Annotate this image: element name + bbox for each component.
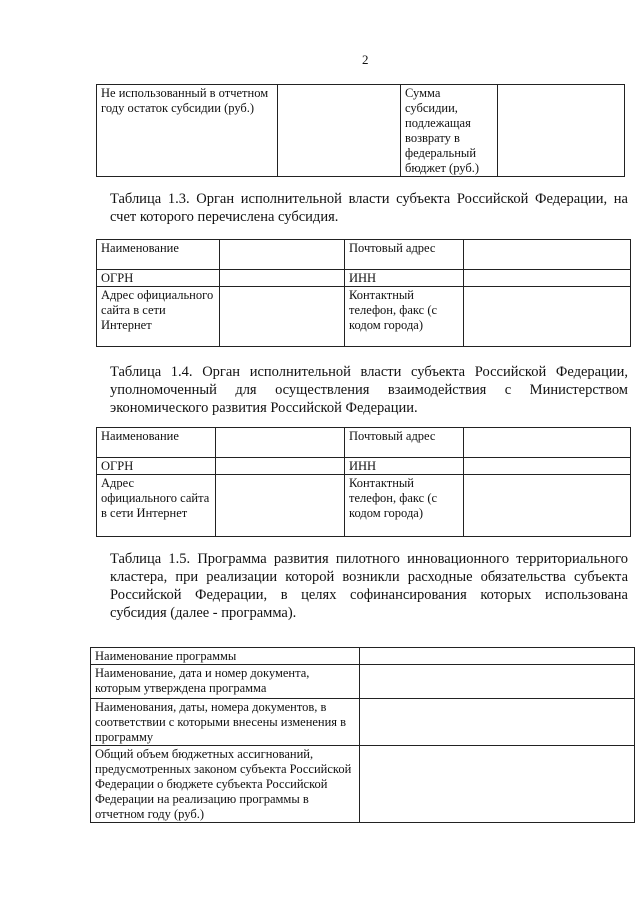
budget-allocation-label: Общий объем бюджетных ассигнований, предусмотренных законом субъекта Российской Федерации о бюджете субъекта Российской Федерации на реализацию программы в отчетном году (руб.) [91,746,360,823]
program-name-value [360,648,635,665]
website-label: Адрес официального сайта в сети Интернет [97,287,220,347]
postal-address-value [464,240,631,270]
contact-phone-value [464,475,631,537]
contact-phone-value [464,287,631,347]
amendment-documents-label: Наименования, даты, номера документов, в соответствии с которыми внесены изменения в программу [91,699,360,746]
name-value [216,428,345,458]
inn-value [464,458,631,475]
postal-address-value [464,428,631,458]
refund-amount-value [498,85,625,177]
postal-address-label: Почтовый адрес [345,428,464,458]
ogrn-value [220,270,345,287]
contact-phone-label: Контактный телефон, факс (с кодом города) [345,287,464,347]
website-value [220,287,345,347]
inn-value [464,270,631,287]
program-name-label: Наименование программы [91,648,360,665]
ogrn-value [216,458,345,475]
name-label: Наименование [97,240,220,270]
page-number: 2 [362,52,369,67]
amendment-documents-value [360,699,635,746]
table-1-3 [96,239,631,347]
budget-allocation-value [360,746,635,823]
name-label: Наименование [97,428,216,458]
website-label: Адрес официального сайта в сети Интернет [97,475,216,537]
contact-phone-label: Контактный телефон, факс (с кодом города) [345,475,464,537]
approval-document-value [360,665,635,699]
table-1-3-caption: Таблица 1.3. Орган исполнительной власти субъекта Российской Федерации, на счет которого перечислена субсидия. [110,191,628,225]
inn-label: ИНН [345,458,464,475]
unused-balance-label: Не использованный в отчетном году остаток субсидии (руб.) [97,85,278,177]
table-1-4-caption: Таблица 1.4. Орган исполнительной власти субъекта Российской Федерации, уполномоченный для осуществления взаимодействия с Министерством экономического развития Российской Федерации. [110,364,628,416]
subsidy-balance-table [96,84,625,177]
table-1-5 [90,647,635,823]
ogrn-label: ОГРН [97,458,216,475]
table-1-5-caption: Таблица 1.5. Программа развития пилотного инновационного территориального кластера, при реализации которой возникли расходные обязательства субъекта Российской Федерации, в целях софинансирования которых использована субсидия (далее - программа). [110,551,628,621]
name-value [220,240,345,270]
refund-amount-label: Сумма субсидии, подлежащая возврату в федеральный бюджет (руб.) [401,85,498,177]
table-1-4 [96,427,631,537]
inn-label: ИНН [345,270,464,287]
approval-document-label: Наименование, дата и номер документа, которым утверждена программа [91,665,360,699]
postal-address-label: Почтовый адрес [345,240,464,270]
website-value [216,475,345,537]
unused-balance-value [278,85,401,177]
ogrn-label: ОГРН [97,270,220,287]
